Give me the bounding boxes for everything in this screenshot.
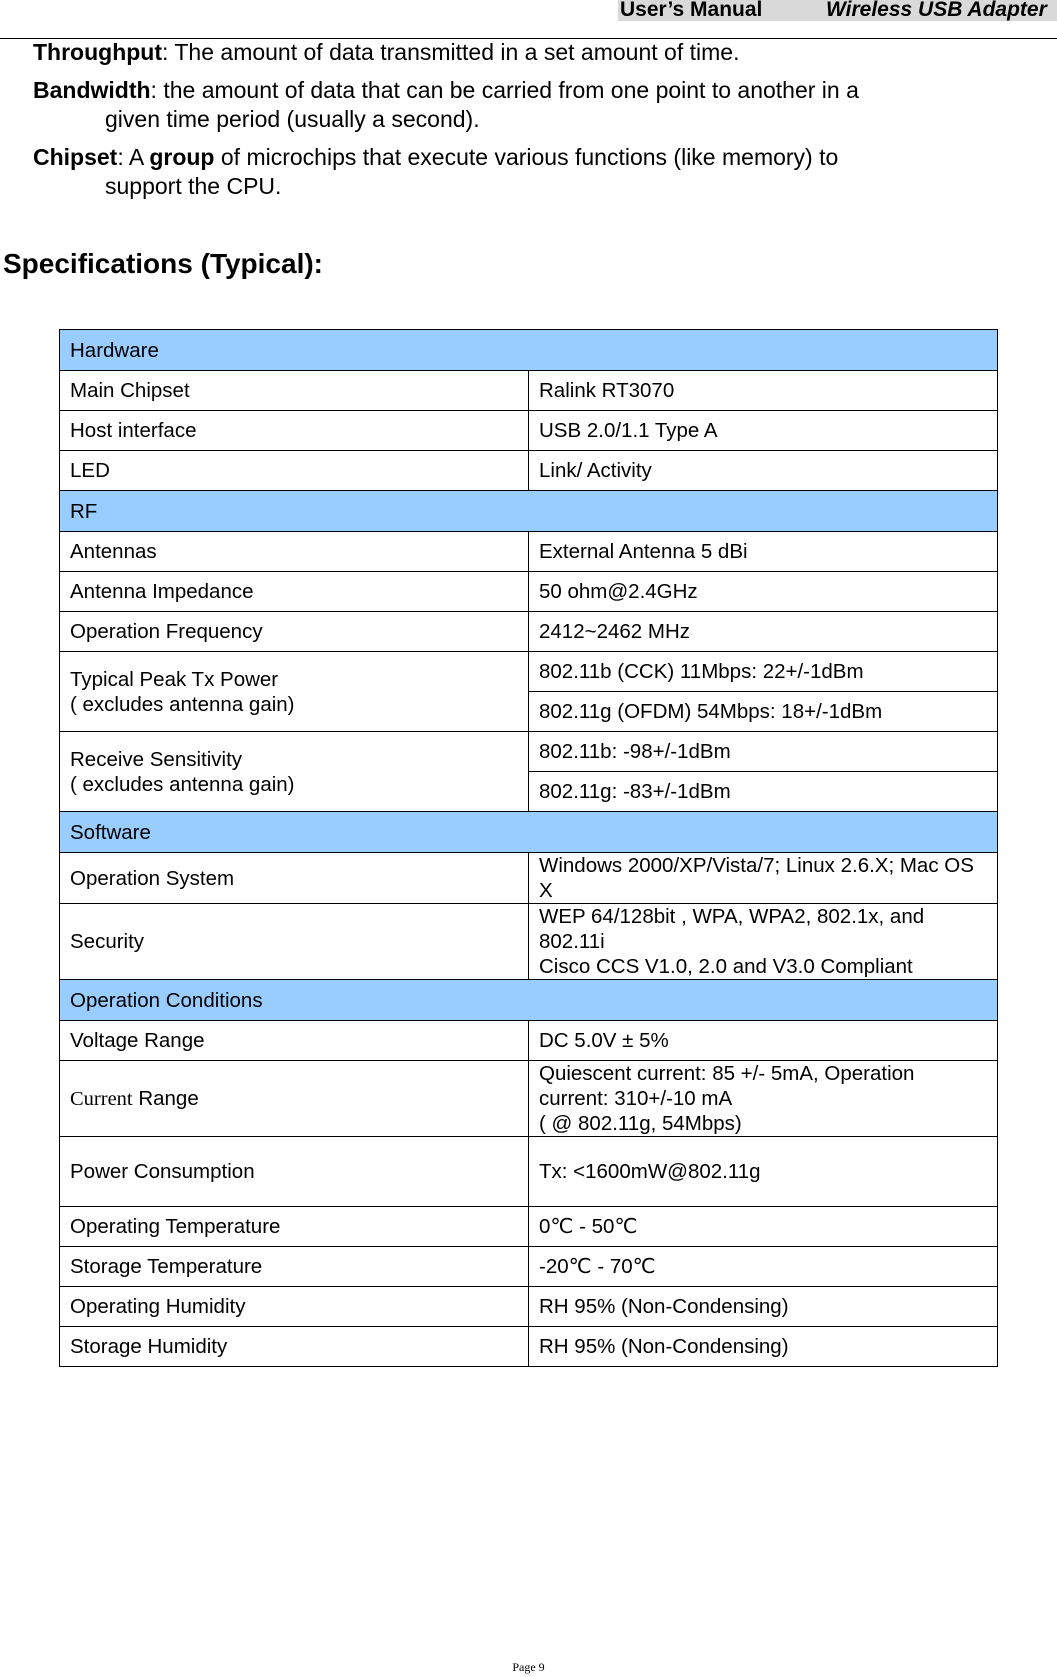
spec-label: Antenna Impedance (60, 572, 529, 612)
spec-label: Operating Temperature (60, 1207, 529, 1247)
spec-label-line: Typical Peak Tx Power (70, 667, 279, 691)
spec-value: 0℃ - 50℃ (529, 1207, 998, 1247)
spec-label-line: ( excludes antenna gain) (70, 692, 295, 716)
specifications-heading: Specifications (Typical): (3, 248, 323, 279)
spec-value: Windows 2000/XP/Vista/7; Linux 2.6.X; Mac OS X (529, 853, 998, 904)
spec-value: -20℃ - 70℃ (529, 1247, 998, 1287)
definition-bandwidth (33, 76, 963, 134)
spec-label: Antennas (60, 532, 529, 572)
spec-label: Storage Humidity (60, 1327, 529, 1367)
spec-value: External Antenna 5 dBi (529, 532, 998, 572)
spec-value-line: Cisco CCS V1.0, 2.0 and V3.0 Compliant (539, 955, 913, 978)
spec-row-antenna-impedance (60, 572, 998, 612)
header-product-title: Wireless USB Adapter (826, 0, 1047, 21)
spec-row-voltage-range (60, 1021, 998, 1061)
definition-text: : the amount of data that can be carried from one point to another in a (150, 77, 859, 103)
spec-row-power-consumption (60, 1137, 998, 1207)
definition-term: Throughput (33, 39, 163, 65)
spec-row-operation-system (60, 853, 998, 904)
spec-label: Voltage Range (60, 1021, 529, 1061)
spec-label: LED (60, 451, 529, 491)
spec-row-current-range (60, 1061, 998, 1137)
definition-term: Bandwidth (33, 77, 151, 103)
spec-row-tx-power (60, 652, 998, 692)
spec-value: Tx: <1600mW@802.11g (529, 1137, 998, 1207)
section-header: Operation Conditions (60, 980, 998, 1021)
section-row-software (60, 812, 998, 853)
spec-label-line: Receive Sensitivity (70, 747, 243, 771)
spec-row-led (60, 451, 998, 491)
spec-value: 802.11b (CCK) 11Mbps: 22+/-1dBm (529, 652, 998, 692)
spec-value: USB 2.0/1.1 Type A (529, 411, 998, 451)
spec-label-rx-sensitivity (60, 732, 529, 812)
spec-value: RH 95% (Non-Condensing) (529, 1327, 998, 1367)
spec-value: 2412~2462 MHz (529, 612, 998, 652)
spec-label: Operation System (60, 853, 529, 904)
definition-chipset (33, 143, 963, 201)
spec-value-line: ( @ 802.11g, 54Mbps) (539, 1112, 742, 1135)
definition-throughput (33, 38, 963, 67)
spec-label-current (60, 1061, 529, 1137)
definition-continuation: given time period (usually a second). (105, 106, 480, 132)
spec-row-operating-temperature (60, 1207, 998, 1247)
specifications-table (59, 329, 998, 1367)
spec-label-rest: Range (132, 1086, 199, 1110)
spec-label-serif-part: Current (70, 1087, 133, 1110)
spec-value: 802.11g (OFDM) 54Mbps: 18+/-1dBm (529, 692, 998, 732)
definition-term: Chipset (33, 144, 118, 170)
spec-row-storage-temperature (60, 1247, 998, 1287)
spec-label: Security (60, 904, 529, 980)
spec-label: Main Chipset (60, 371, 529, 411)
section-header: RF (60, 491, 998, 532)
spec-label-line: ( excludes antenna gain) (70, 772, 295, 796)
spec-value: Link/ Activity (529, 451, 998, 491)
page-header (0, 0, 1057, 39)
spec-label: Storage Temperature (60, 1247, 529, 1287)
spec-label-tx-power (60, 652, 529, 732)
page-number: Page 9 (512, 1660, 545, 1674)
spec-value-security (529, 904, 998, 980)
definition-continuation: support the CPU. (105, 173, 282, 199)
header-manual-title: User’s Manual (620, 0, 763, 21)
spec-value: DC 5.0V ± 5% (529, 1021, 998, 1061)
spec-label: Operation Frequency (60, 612, 529, 652)
spec-value-line: Quiescent current: 85 +/- 5mA, Operation current: 310+/-10 mA (539, 1062, 915, 1110)
definition-text-pre: : A (117, 144, 150, 170)
spec-value-line: WEP 64/128bit , WPA, WPA2, 802.1x, and 802.11i (539, 905, 925, 953)
spec-label: Operating Humidity (60, 1287, 529, 1327)
definition-text: of microchips that execute various functions (like memory) to (214, 144, 839, 170)
spec-label: Power Consumption (60, 1137, 529, 1207)
section-header: Hardware (60, 330, 998, 371)
spec-value-current (529, 1061, 998, 1137)
spec-row-main-chipset (60, 371, 998, 411)
definition-text: : The amount of data transmitted in a set amount of time. (162, 39, 740, 65)
spec-row-operating-humidity (60, 1287, 998, 1327)
spec-value: 50 ohm@2.4GHz (529, 572, 998, 612)
spec-value: RH 95% (Non-Condensing) (529, 1287, 998, 1327)
spec-row-security (60, 904, 998, 980)
spec-label: Host interface (60, 411, 529, 451)
spec-row-host-interface (60, 411, 998, 451)
spec-value: Ralink RT3070 (529, 371, 998, 411)
section-row-operation-conditions (60, 980, 998, 1021)
definition-bold-word: group (149, 144, 215, 170)
spec-row-operation-frequency (60, 612, 998, 652)
spec-row-rx-sensitivity (60, 732, 998, 772)
spec-value: 802.11g: -83+/-1dBm (529, 772, 998, 812)
spec-row-antennas (60, 532, 998, 572)
spec-row-storage-humidity (60, 1327, 998, 1367)
section-row-hardware (60, 330, 998, 371)
section-header: Software (60, 812, 998, 853)
spec-value: 802.11b: -98+/-1dBm (529, 732, 998, 772)
section-row-rf (60, 491, 998, 532)
